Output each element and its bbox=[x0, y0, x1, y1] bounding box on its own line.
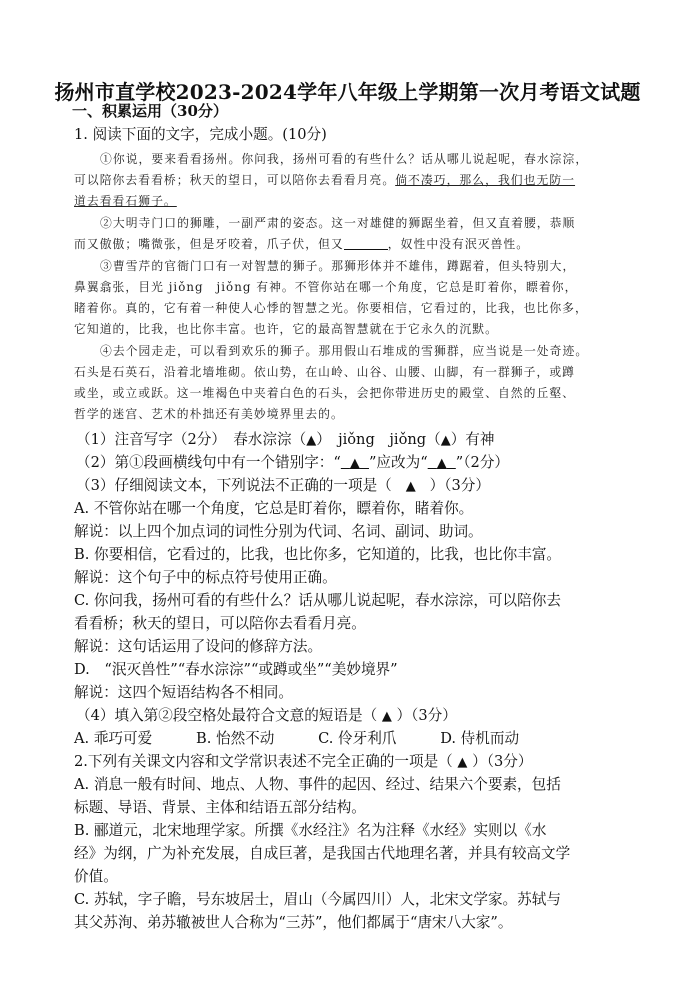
question-text: （4）填入第②段空格处最符合文意的短语是（ bbox=[76, 707, 378, 724]
passage-line: 或坐，或立或跃。这一堆褐色中夹着白色的石头，会把你带进历史的殿堂、自然的丘壑、 bbox=[74, 386, 576, 400]
question-text: ”应改为“ bbox=[368, 454, 428, 471]
question-1-4-options: A. 乖巧可爱 B. 怡然不动 C. 伶牙利爪 D. 侍机而动 bbox=[74, 730, 520, 747]
triangle-mark: ▲ bbox=[349, 456, 360, 471]
question-1-2 bbox=[76, 453, 509, 474]
q2-option-a: A. 消息一般有时间、地点、人物、事件的起因、经过、结果六个要素，包括 bbox=[74, 776, 561, 793]
question-text: （1）注音写字（2分） 春水淙淙（ bbox=[76, 431, 307, 448]
option-c-cont: 看看桥；秋天的望日，可以陪你去看看月亮。 bbox=[74, 615, 366, 632]
exam-title: 扬州市直学校2023-2024学年八年级上学期第一次月考语文试题 bbox=[54, 80, 641, 104]
question-text: 2.下列有关课文内容和文学常识表述不完全正确的一项是（ bbox=[74, 753, 453, 770]
question-text: ）（3分） bbox=[472, 753, 533, 770]
question-1-stem: 1. 阅读下面的文字，完成小题。(10分) bbox=[74, 126, 327, 143]
question-1-4 bbox=[76, 706, 457, 727]
passage-line: 哲学的迷宫、艺术的朴拙还有美妙境界里去的。 bbox=[74, 407, 344, 421]
fill-blank bbox=[344, 236, 388, 250]
question-text: ） jiǒng jiǒng（ bbox=[316, 431, 441, 448]
triangle-mark: ▲ bbox=[436, 456, 447, 471]
passage-line: 石头是石英石，沿着北墙堆砌。依山势，在山岭、山谷、山腰、山脚，有一群狮子，或蹲 bbox=[74, 365, 576, 379]
passage-line bbox=[74, 234, 529, 254]
passage-line: 它知道的，比我，也比你丰富。也许，它的最高智慧就在于它永久的沉默。 bbox=[74, 322, 498, 336]
q2-option-c: C. 苏轼，字子瞻，号东坡居士，眉山（今属四川）人，北宋文学家。苏轼与 bbox=[74, 891, 561, 908]
answer-placeholder: ▲ bbox=[306, 433, 317, 448]
option-a: A. 不管你站在哪一个角度，它总是盯着你，瞟着你，睹着你。 bbox=[74, 500, 474, 517]
answer-placeholder: ▲ bbox=[457, 755, 468, 770]
answer-placeholder bbox=[341, 456, 369, 471]
passage-line: ④去个园走走，可以看到欢乐的狮子。那用假山石堆成的雪狮群，应当说是一处奇迹。 bbox=[100, 344, 589, 358]
passage-text: ，奴性中没有泯灭兽性。 bbox=[387, 237, 530, 251]
passage-line: ③曹雪芹的官衙门口有一对智慧的狮子。那狮形体并不雄伟，蹲踞着，但头特别大， bbox=[100, 259, 576, 273]
passage-line bbox=[74, 170, 575, 190]
passage-line: 睹着你。真的，它有着一种使人心悸的智慧之光。你要相信，它看过的，比我，也比你多， bbox=[74, 301, 588, 315]
answer-placeholder: ▲ bbox=[381, 709, 392, 724]
answer-placeholder: ▲ bbox=[405, 479, 416, 494]
question-text: （2）第①段画横线句中有一个错别字：“ bbox=[76, 454, 341, 471]
underlined-sentence: 道去看看石狮子。 bbox=[74, 194, 177, 208]
question-text: ”（2分） bbox=[455, 454, 510, 471]
explanation-a: 解说：以上四个加点词的词性分别为代词、名词、副词、助词。 bbox=[74, 523, 483, 540]
question-text: ）有神 bbox=[450, 431, 495, 448]
q2-option-a-cont: 标题、导语、背景、主体和结语五部分结构。 bbox=[74, 799, 366, 816]
q2-option-c-cont: 其父苏洵、弟苏辙被世人合称为“三苏”，他们都属于“唐宋八大家”。 bbox=[74, 914, 513, 931]
question-text: ）（3分） bbox=[396, 707, 457, 724]
underlined-sentence: 倘不凑巧，那么，我们也无防一 bbox=[395, 173, 576, 187]
passage-text: 可以陪你去看看桥；秋天的望日，可以陪你去看看月亮。 bbox=[74, 173, 396, 187]
q2-option-b-cont: 价值。 bbox=[74, 868, 118, 885]
question-1-3 bbox=[76, 476, 490, 497]
passage-line: ②大明寺门口的狮雕，一副严肃的姿态。这一对雄健的狮踞坐着，但又直着腰，恭顺 bbox=[100, 216, 576, 230]
passage-line: ①你说，要来看看扬州。你问我，扬州可看的有些什么？话从哪儿说起呢，春水淙淙， bbox=[100, 152, 589, 166]
answer-placeholder: ▲ bbox=[440, 433, 451, 448]
explanation-c: 解说：这句话运用了设问的修辞方法。 bbox=[74, 638, 323, 655]
explanation-b: 解说：这个句子中的标点符号使用正确。 bbox=[74, 569, 337, 586]
option-b: B. 你要相信，它看过的，比我，也比你多，它知道的，比我，也比你丰富。 bbox=[74, 546, 562, 563]
passage-line: 鼻翼翕张，目光 jiǒng jiǒng 有神。不管你站在哪一个角度，它总是盯着你，瞟着你， bbox=[74, 280, 578, 294]
answer-placeholder bbox=[428, 456, 456, 471]
section-heading: 一、积累运用（30分） bbox=[72, 102, 228, 120]
passage-text: 而又傲傲；嘴微张，但是牙咬着，爪子伏，但又 bbox=[74, 237, 344, 251]
q2-option-b-cont: 经》为纲，广为补充发展，自成巨著，是我国古代地理名著，并具有较高文学 bbox=[74, 845, 571, 862]
question-text: （3）仔细阅读文本，下列说法不正确的一项是（ bbox=[76, 477, 392, 494]
question-2 bbox=[74, 752, 532, 773]
question-text: ）（3分） bbox=[429, 477, 490, 494]
option-c: C. 你问我，扬州可看的有些什么？话从哪儿说起呢，春水淙淙，可以陪你去 bbox=[74, 592, 561, 609]
option-d: D. “泯灭兽性”“春水淙淙”“或蹲或坐”“美妙境界” bbox=[74, 661, 398, 678]
question-1-1 bbox=[76, 430, 495, 451]
q2-option-b: B. 郦道元，北宋地理学家。所撰《水经注》名为注释《水经》实则以《水 bbox=[74, 822, 547, 839]
explanation-d: 解说：这四个短语结构各不相同。 bbox=[74, 684, 293, 701]
